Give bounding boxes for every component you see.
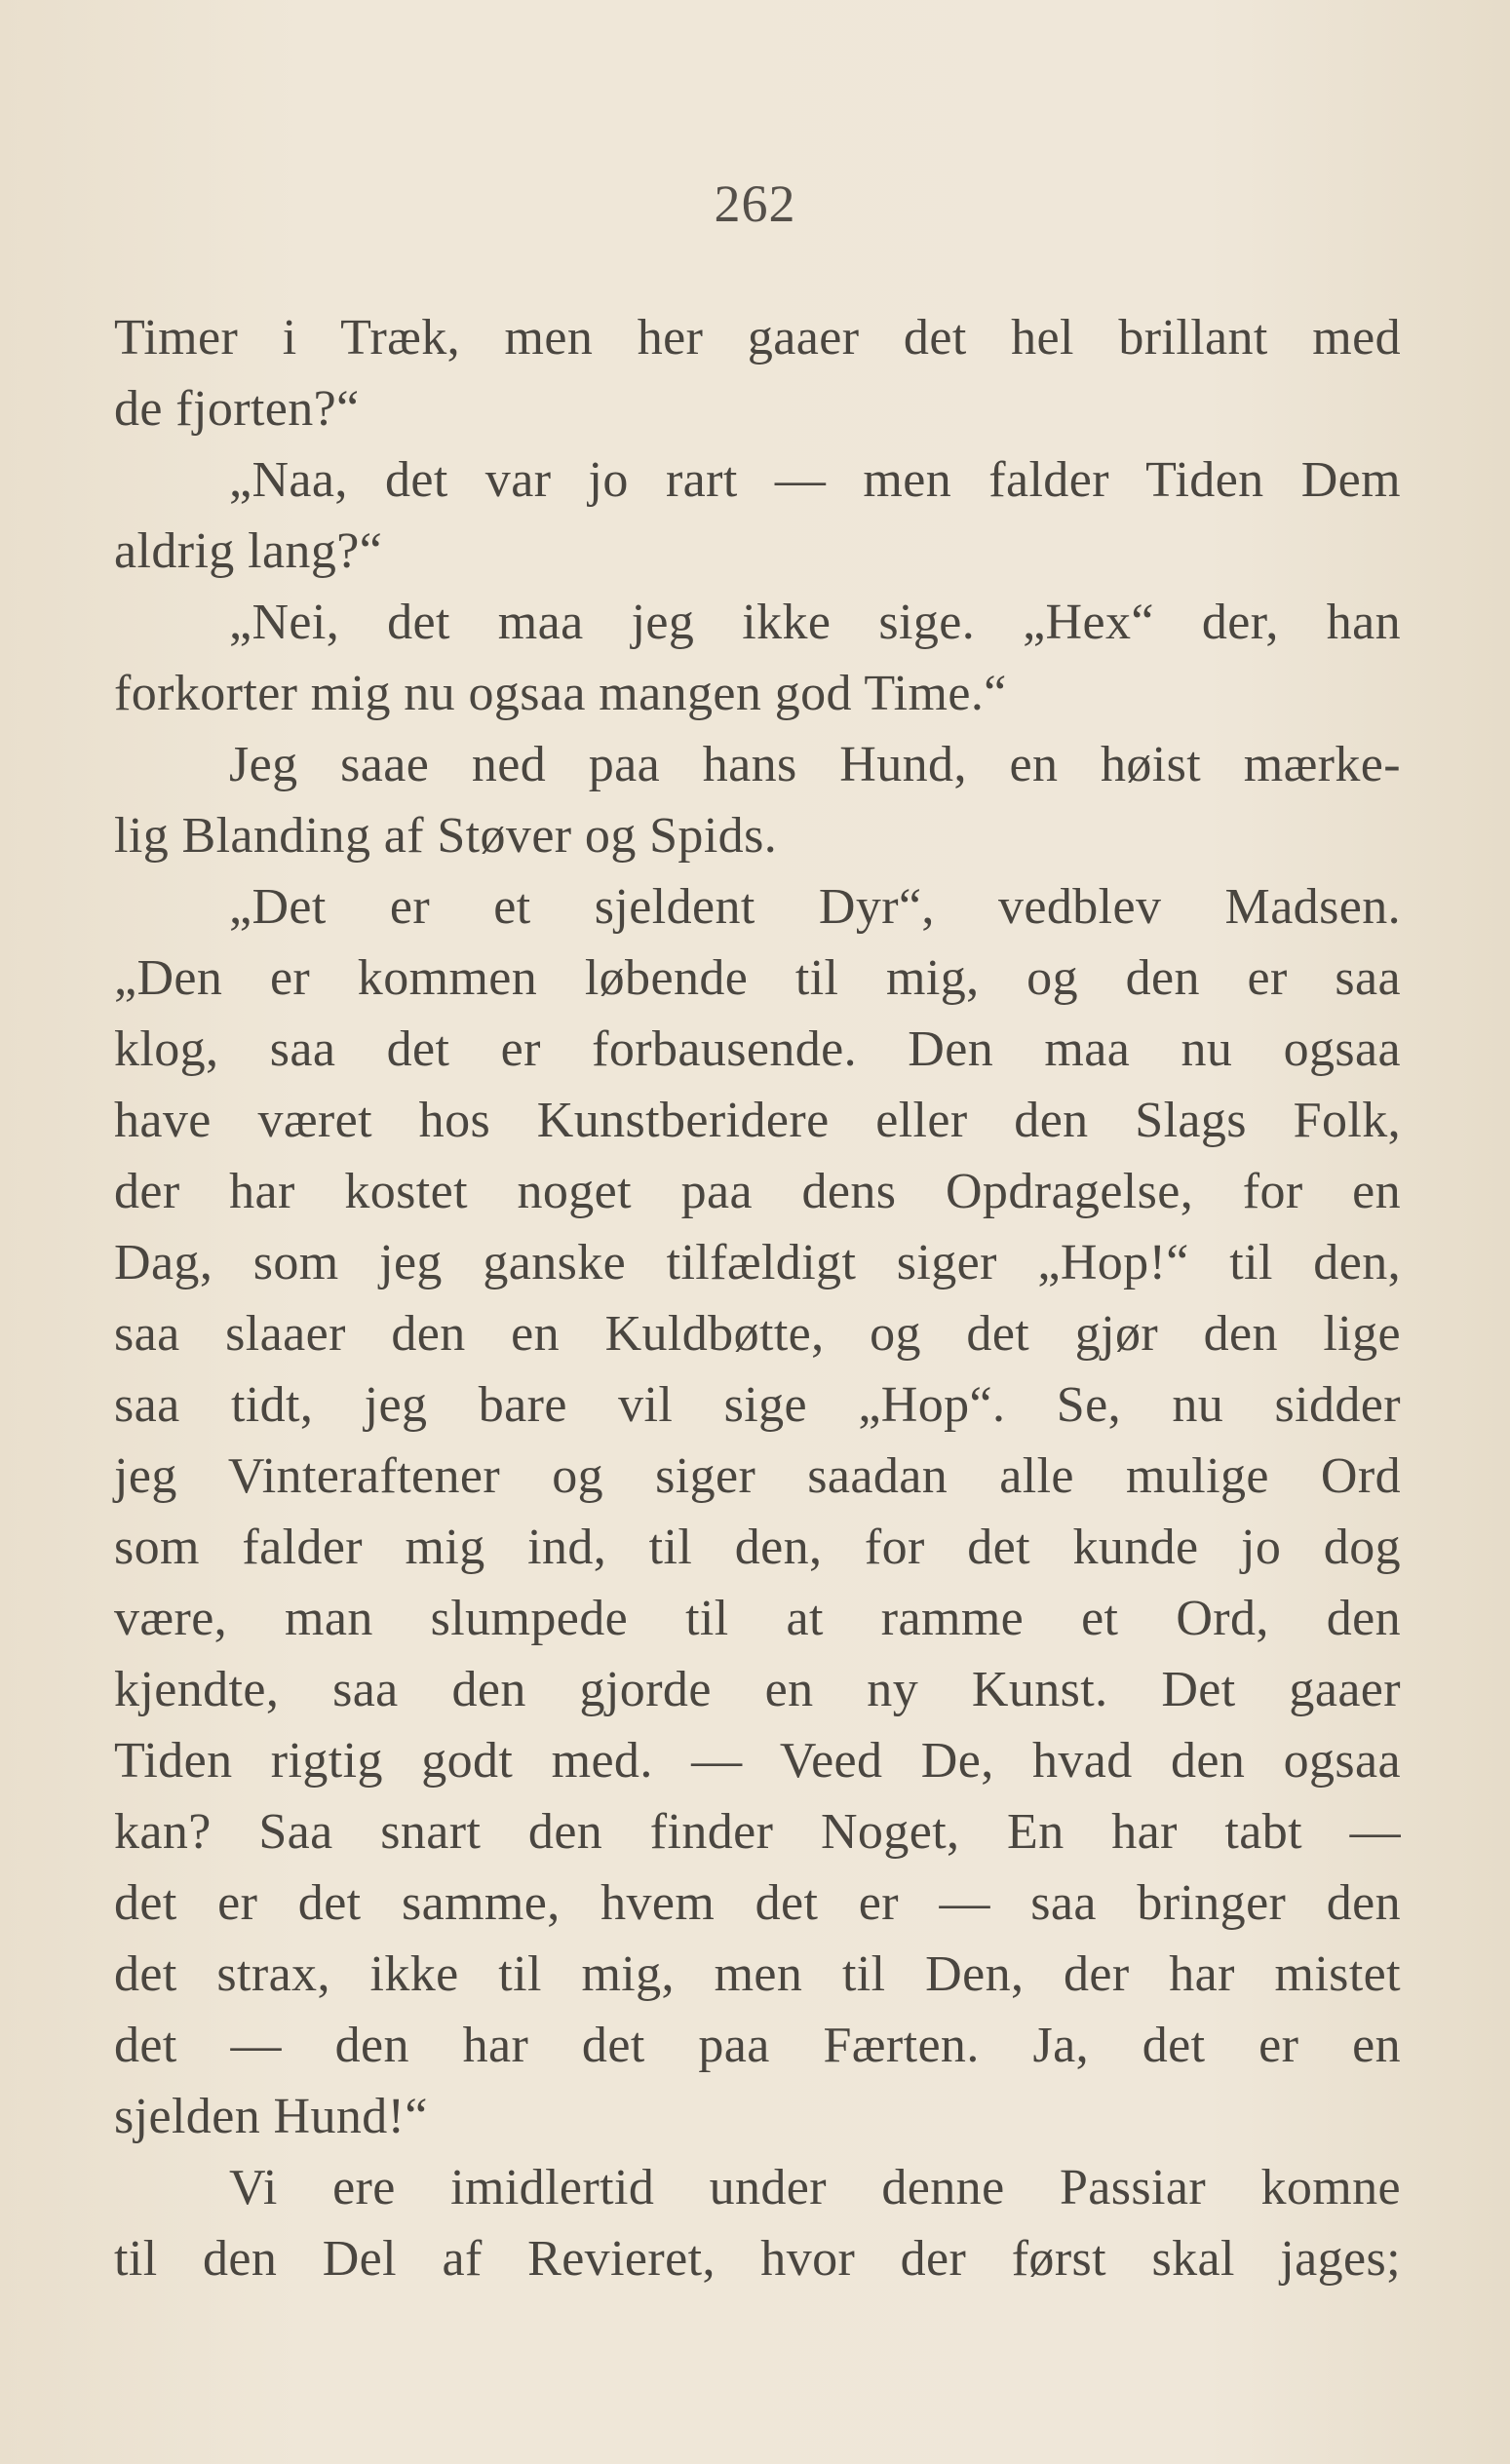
text-line: „Nei, det maa jeg ikke sige. „Hex“ der, han [229, 595, 1401, 650]
text-line: de fjorten?“ [114, 381, 360, 437]
text-line: have været hos Kunstberidere eller den Slags Folk, [114, 1093, 1401, 1148]
text-line: som falder mig ind, til den, for det kunde jo dog [114, 1520, 1401, 1575]
text-line: klog, saa det er forbausende. Den maa nu ogsaa [114, 1021, 1401, 1077]
text-line: kjendte, saa den gjorde en ny Kunst. Det gaaer [114, 1662, 1401, 1717]
text-line: Vi ere imidlertid under denne Passiar komne [229, 2160, 1401, 2215]
text-line: forkorter mig nu ogsaa mangen god Time.“ [114, 666, 1007, 721]
text-line: Jeg saae ned paa hans Hund, en høist mærke- [229, 737, 1401, 792]
text-line: Dag, som jeg ganske tilfældigt siger „Hop!“ til den, [114, 1235, 1401, 1290]
text-line: der har kostet noget paa dens Opdragelse, for en [114, 1164, 1401, 1219]
page-number: 262 [714, 174, 796, 233]
text-line: aldrig lang?“ [114, 523, 383, 579]
text-line: „Naa, det var jo rart — men falder Tiden Dem [229, 452, 1401, 508]
text-line: Timer i Træk, men her gaaer det hel brillant med [114, 310, 1401, 366]
text-line: „Den er kommen løbende til mig, og den er saa [114, 950, 1401, 1006]
text-line: kan? Saa snart den finder Noget, En har tabt — [114, 1804, 1401, 1860]
text-line: Tiden rigtig godt med. — Veed De, hvad den ogsaa [114, 1733, 1401, 1789]
body-text [114, 302, 1401, 2294]
text-line: saa tidt, jeg bare vil sige „Hop“. Se, nu sidder [114, 1377, 1401, 1433]
text-line: sjelden Hund!“ [114, 2089, 428, 2144]
text-line: det — den har det paa Færten. Ja, det er en [114, 2018, 1401, 2073]
text-line: lig Blanding af Støver og Spids. [114, 808, 778, 864]
text-line: det strax, ikke til mig, men til Den, der har mistet [114, 1946, 1401, 2002]
text-line: til den Del af Revieret, hvor der først skal jages; [114, 2231, 1401, 2287]
text-line: „Det er et sjeldent Dyr“, vedblev Madsen. [229, 879, 1401, 935]
text-line: være, man slumpede til at ramme et Ord, den [114, 1591, 1401, 1646]
text-line: saa slaaer den en Kuldbøtte, og det gjør den lige [114, 1306, 1401, 1362]
text-line: det er det samme, hvem det er — saa bringer den [114, 1875, 1401, 1931]
text-line: jeg Vinteraftener og siger saadan alle mulige Ord [114, 1448, 1401, 1504]
